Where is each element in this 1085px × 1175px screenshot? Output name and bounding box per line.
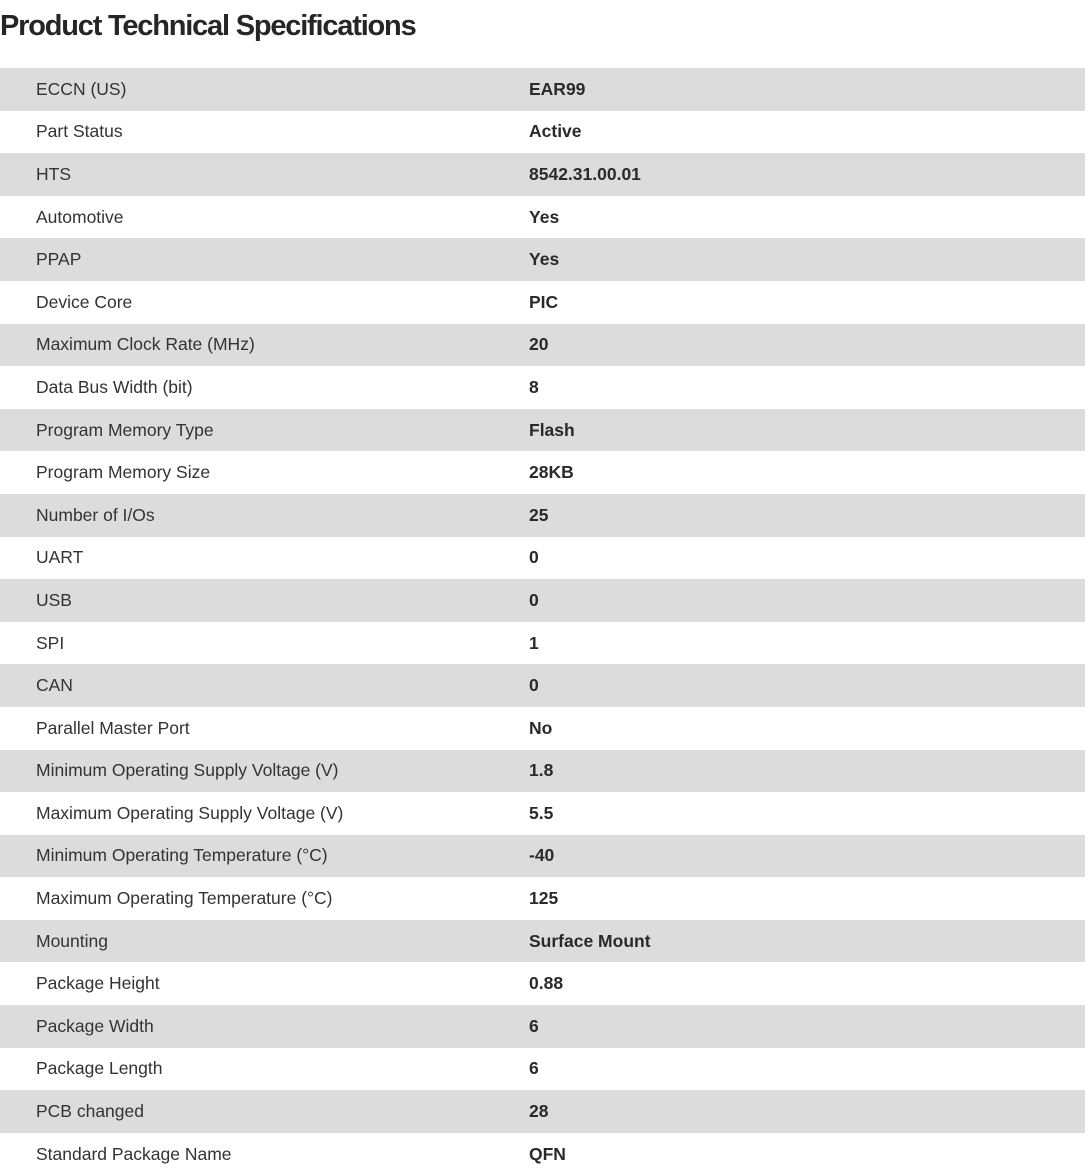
spec-table-body — [0, 68, 1085, 1175]
table-row — [0, 537, 1085, 580]
spec-value: Yes — [529, 206, 560, 227]
table-row — [0, 962, 1085, 1005]
spec-value: 20 — [529, 334, 549, 355]
spec-value: Surface Mount — [529, 930, 651, 951]
table-row — [0, 1090, 1085, 1133]
spec-value: 25 — [529, 504, 549, 525]
spec-label: UART — [36, 547, 84, 568]
table-row — [0, 664, 1085, 707]
table-row — [0, 877, 1085, 920]
table-row — [0, 281, 1085, 324]
spec-value: 125 — [529, 888, 559, 909]
table-row — [0, 451, 1085, 494]
spec-label: CAN — [36, 675, 73, 696]
table-row — [0, 707, 1085, 750]
spec-value: -40 — [529, 845, 555, 866]
spec-label: Part Status — [36, 121, 123, 142]
spec-value: No — [529, 717, 553, 738]
spec-label: Package Height — [36, 973, 160, 994]
table-row — [0, 409, 1085, 452]
spec-label: Package Width — [36, 1015, 154, 1036]
spec-label: Maximum Operating Temperature (°C) — [36, 888, 333, 909]
spec-value: 6 — [529, 1015, 539, 1036]
page-title: Product Technical Specifications — [0, 10, 416, 42]
spec-label: HTS — [36, 163, 71, 184]
spec-label: Package Length — [36, 1058, 163, 1079]
table-row — [0, 622, 1085, 665]
table-row — [0, 238, 1085, 281]
table-row — [0, 750, 1085, 793]
spec-value: Yes — [529, 249, 560, 270]
table-row — [0, 111, 1085, 154]
table-row — [0, 579, 1085, 622]
spec-value: 28 — [529, 1101, 549, 1122]
spec-label: Minimum Operating Temperature (°C) — [36, 845, 328, 866]
spec-value: EAR99 — [529, 78, 586, 99]
table-row — [0, 920, 1085, 963]
spec-label: Standard Package Name — [36, 1143, 232, 1164]
spec-value: 8542.31.00.01 — [529, 163, 641, 184]
table-row — [0, 792, 1085, 835]
spec-label: Data Bus Width (bit) — [36, 376, 193, 397]
table-row — [0, 1005, 1085, 1048]
spec-value: 1.8 — [529, 760, 554, 781]
spec-value: 0.88 — [529, 973, 564, 994]
spec-value: Flash — [529, 419, 575, 440]
spec-label: Program Memory Size — [36, 462, 211, 483]
spec-label: PPAP — [36, 249, 82, 270]
spec-value: 0 — [529, 547, 539, 568]
spec-label: Automotive — [36, 206, 124, 227]
spec-label: Program Memory Type — [36, 419, 214, 440]
spec-value: 28KB — [529, 462, 574, 483]
table-row — [0, 68, 1085, 111]
spec-label: Minimum Operating Supply Voltage (V) — [36, 760, 339, 781]
spec-value: 6 — [529, 1058, 539, 1079]
spec-label: Number of I/Os — [36, 504, 155, 525]
spec-label: Mounting — [36, 930, 108, 951]
spec-value: QFN — [529, 1143, 566, 1164]
spec-table — [0, 68, 1085, 1175]
spec-value: 8 — [529, 376, 539, 397]
table-row — [0, 153, 1085, 196]
spec-label: Parallel Master Port — [36, 717, 190, 738]
spec-value: PIC — [529, 291, 559, 312]
spec-value: Active — [529, 121, 582, 142]
table-row — [0, 1048, 1085, 1091]
spec-label: SPI — [36, 632, 65, 653]
spec-label: Maximum Clock Rate (MHz) — [36, 334, 255, 355]
spec-label: Maximum Operating Supply Voltage (V) — [36, 802, 344, 823]
table-row — [0, 366, 1085, 409]
spec-value: 0 — [529, 589, 539, 610]
spec-label: USB — [36, 589, 72, 610]
spec-value: 5.5 — [529, 802, 554, 823]
table-row — [0, 835, 1085, 878]
table-row — [0, 494, 1085, 537]
spec-label: PCB changed — [36, 1101, 144, 1122]
spec-value: 1 — [529, 632, 539, 653]
spec-label: Device Core — [36, 291, 133, 312]
spec-value: 0 — [529, 675, 539, 696]
table-row — [0, 196, 1085, 239]
spec-label: ECCN (US) — [36, 78, 127, 99]
table-row — [0, 324, 1085, 367]
